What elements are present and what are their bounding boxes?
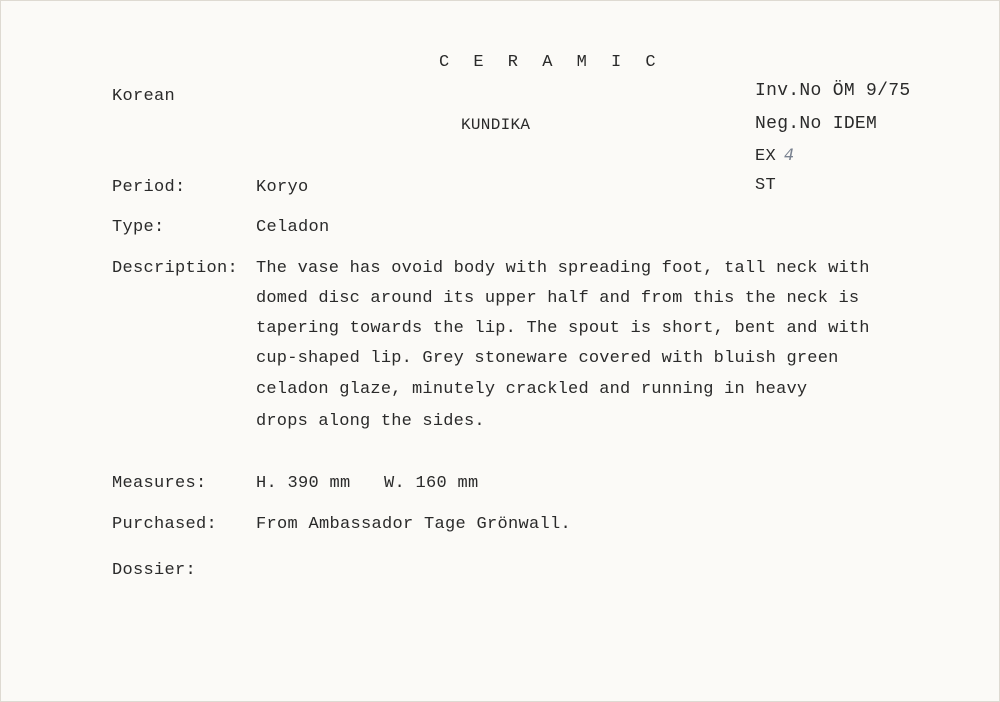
period-value: Koryo bbox=[256, 178, 309, 197]
origin-text: Korean bbox=[112, 87, 176, 106]
card-heading: C E R A M I C bbox=[439, 53, 663, 72]
description-line: domed disc around its upper half and from this the neck is bbox=[256, 289, 860, 308]
purchased-label: Purchased: bbox=[112, 515, 218, 534]
period-label: Period: bbox=[112, 178, 186, 197]
negative-number: Neg.No IDEM bbox=[755, 114, 878, 134]
ex-row bbox=[755, 145, 795, 166]
st-label: ST bbox=[755, 176, 777, 195]
description-line: tapering towards the lip. The spout is short, bent and with bbox=[256, 319, 870, 338]
measures-label: Measures: bbox=[112, 474, 207, 493]
measures-height: H. 390 mm bbox=[256, 474, 351, 493]
object-name: KUNDIKA bbox=[461, 116, 531, 134]
dossier-label: Dossier: bbox=[112, 561, 197, 580]
purchased-value: From Ambassador Tage Grönwall. bbox=[256, 515, 572, 534]
description-label: Description: bbox=[112, 259, 239, 278]
inventory-number: Inv.No ÖM 9/75 bbox=[755, 81, 911, 101]
description-line: drops along the sides. bbox=[256, 412, 485, 431]
ex-label: EX bbox=[755, 147, 777, 166]
description-line: celadon glaze, minutely crackled and running in heavy bbox=[256, 380, 808, 399]
type-value: Celadon bbox=[256, 218, 330, 237]
description-line: The vase has ovoid body with spreading foot, tall neck with bbox=[256, 259, 870, 278]
type-label: Type: bbox=[112, 218, 165, 237]
description-line: cup-shaped lip. Grey stoneware covered with bluish green bbox=[256, 349, 839, 368]
measures-width: W. 160 mm bbox=[384, 474, 479, 493]
ex-handwritten-value: 4 bbox=[784, 145, 795, 164]
